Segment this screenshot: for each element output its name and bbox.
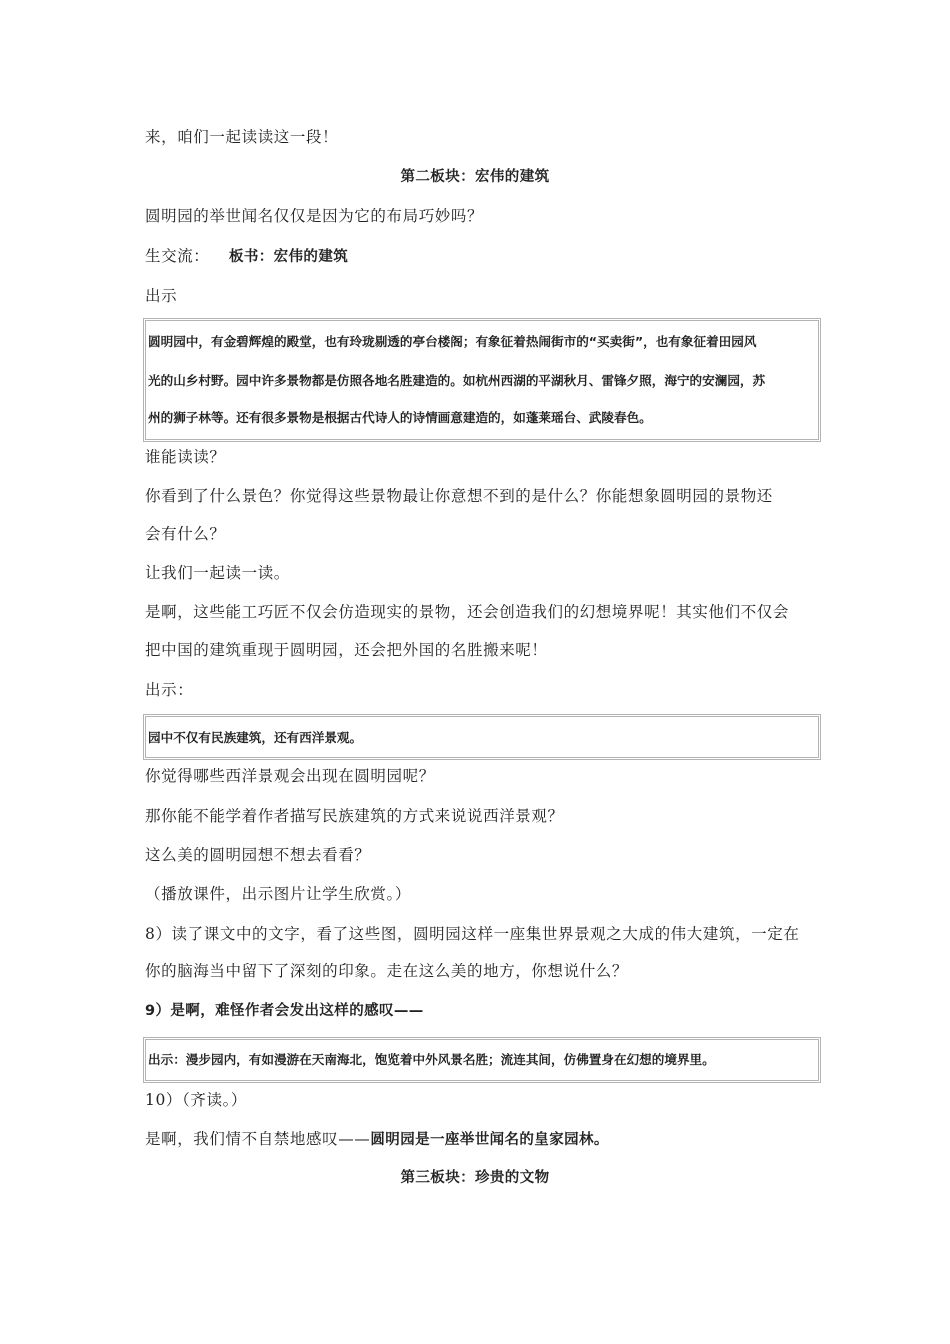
- quote-box-2: [143, 714, 821, 760]
- quote-line: 出示：漫步园内，有如漫游在天南海北，饱览着中外风景名胜；流连其间，仿佛置身在幻想的境界里。: [148, 1052, 715, 1067]
- section-heading-2: 第二板块：宏伟的建筑: [400, 169, 550, 185]
- text-line: 10）（齐读。）: [145, 1091, 248, 1109]
- text-line: 来，咱们一起读读这一段！: [145, 128, 339, 146]
- quote-line: 圆明园中，有金碧辉煌的殿堂，也有玲珑剔透的亭台楼阁；有象征着热闹街市的“买卖街”，也有象征着田园风: [148, 334, 757, 349]
- text-line: 让我们一起读一读。: [145, 564, 290, 582]
- show-label: 出示：: [145, 681, 194, 699]
- text-line: 你看到了什么景色？你觉得这些景物最让你意想不到的是什么？你能想象圆明园的景物还: [145, 487, 773, 505]
- text-line: 8）读了课文中的文字，看了这些图，圆明园这样一座集世界景观之大成的伟大建筑，一定在: [145, 925, 800, 943]
- exchange-line: [145, 246, 348, 267]
- text-line: （播放课件，出示图片让学生欣赏。）: [145, 885, 411, 903]
- show-label: 出示: [145, 287, 178, 305]
- text-line: 9）是啊，难怪作者会发出这样的感叹——: [145, 1003, 424, 1019]
- text-line: [145, 1129, 609, 1150]
- text-line: 把中国的建筑重现于圆明园，还会把外国的名胜搬来呢！: [145, 641, 548, 659]
- question-line: 圆明园的举世闻名仅仅是因为它的布局巧妙吗？: [145, 207, 484, 225]
- text-line: 那你能不能学着作者描写民族建筑的方式来说说西洋景观？: [145, 807, 564, 825]
- text-line: 你觉得哪些西洋景观会出现在圆明园呢？: [145, 767, 435, 785]
- text-bold: 圆明园是一座举世闻名的皇家园林。: [370, 1132, 609, 1148]
- text-line: 这么美的圆明园想不想去看看？: [145, 846, 371, 864]
- text-line: 谁能读读？: [145, 448, 226, 466]
- quote-line: 园中不仅有民族建筑，还有西洋景观。: [148, 730, 363, 745]
- quote-box-1: [143, 318, 821, 442]
- quote-line: 州的狮子林等。还有很多景物是根据古代诗人的诗情画意建造的，如蓬莱瑶台、武陵春色。: [148, 410, 652, 425]
- exchange-label: 生交流：: [145, 247, 210, 265]
- text-line: 是啊，这些能工巧匠不仅会仿造现实的景物，还会创造我们的幻想境界呢！其实他们不仅会: [145, 603, 790, 621]
- text-line: 会有什么？: [145, 525, 226, 543]
- quote-box-3: [143, 1037, 821, 1083]
- board-note: 板书：宏伟的建筑: [228, 249, 349, 265]
- text-normal: 是啊，我们情不自禁地感叹——: [145, 1130, 371, 1148]
- section-heading-3: 第三板块：珍贵的文物: [400, 1170, 550, 1186]
- text-line: 你的脑海当中留下了深刻的印象。走在这么美的地方，你想说什么？: [145, 962, 629, 980]
- quote-line: 光的山乡村野。园中许多景物都是仿照各地名胜建造的。如杭州西湖的平湖秋月、雷锋夕照，海宁的安澜园，苏: [148, 373, 766, 388]
